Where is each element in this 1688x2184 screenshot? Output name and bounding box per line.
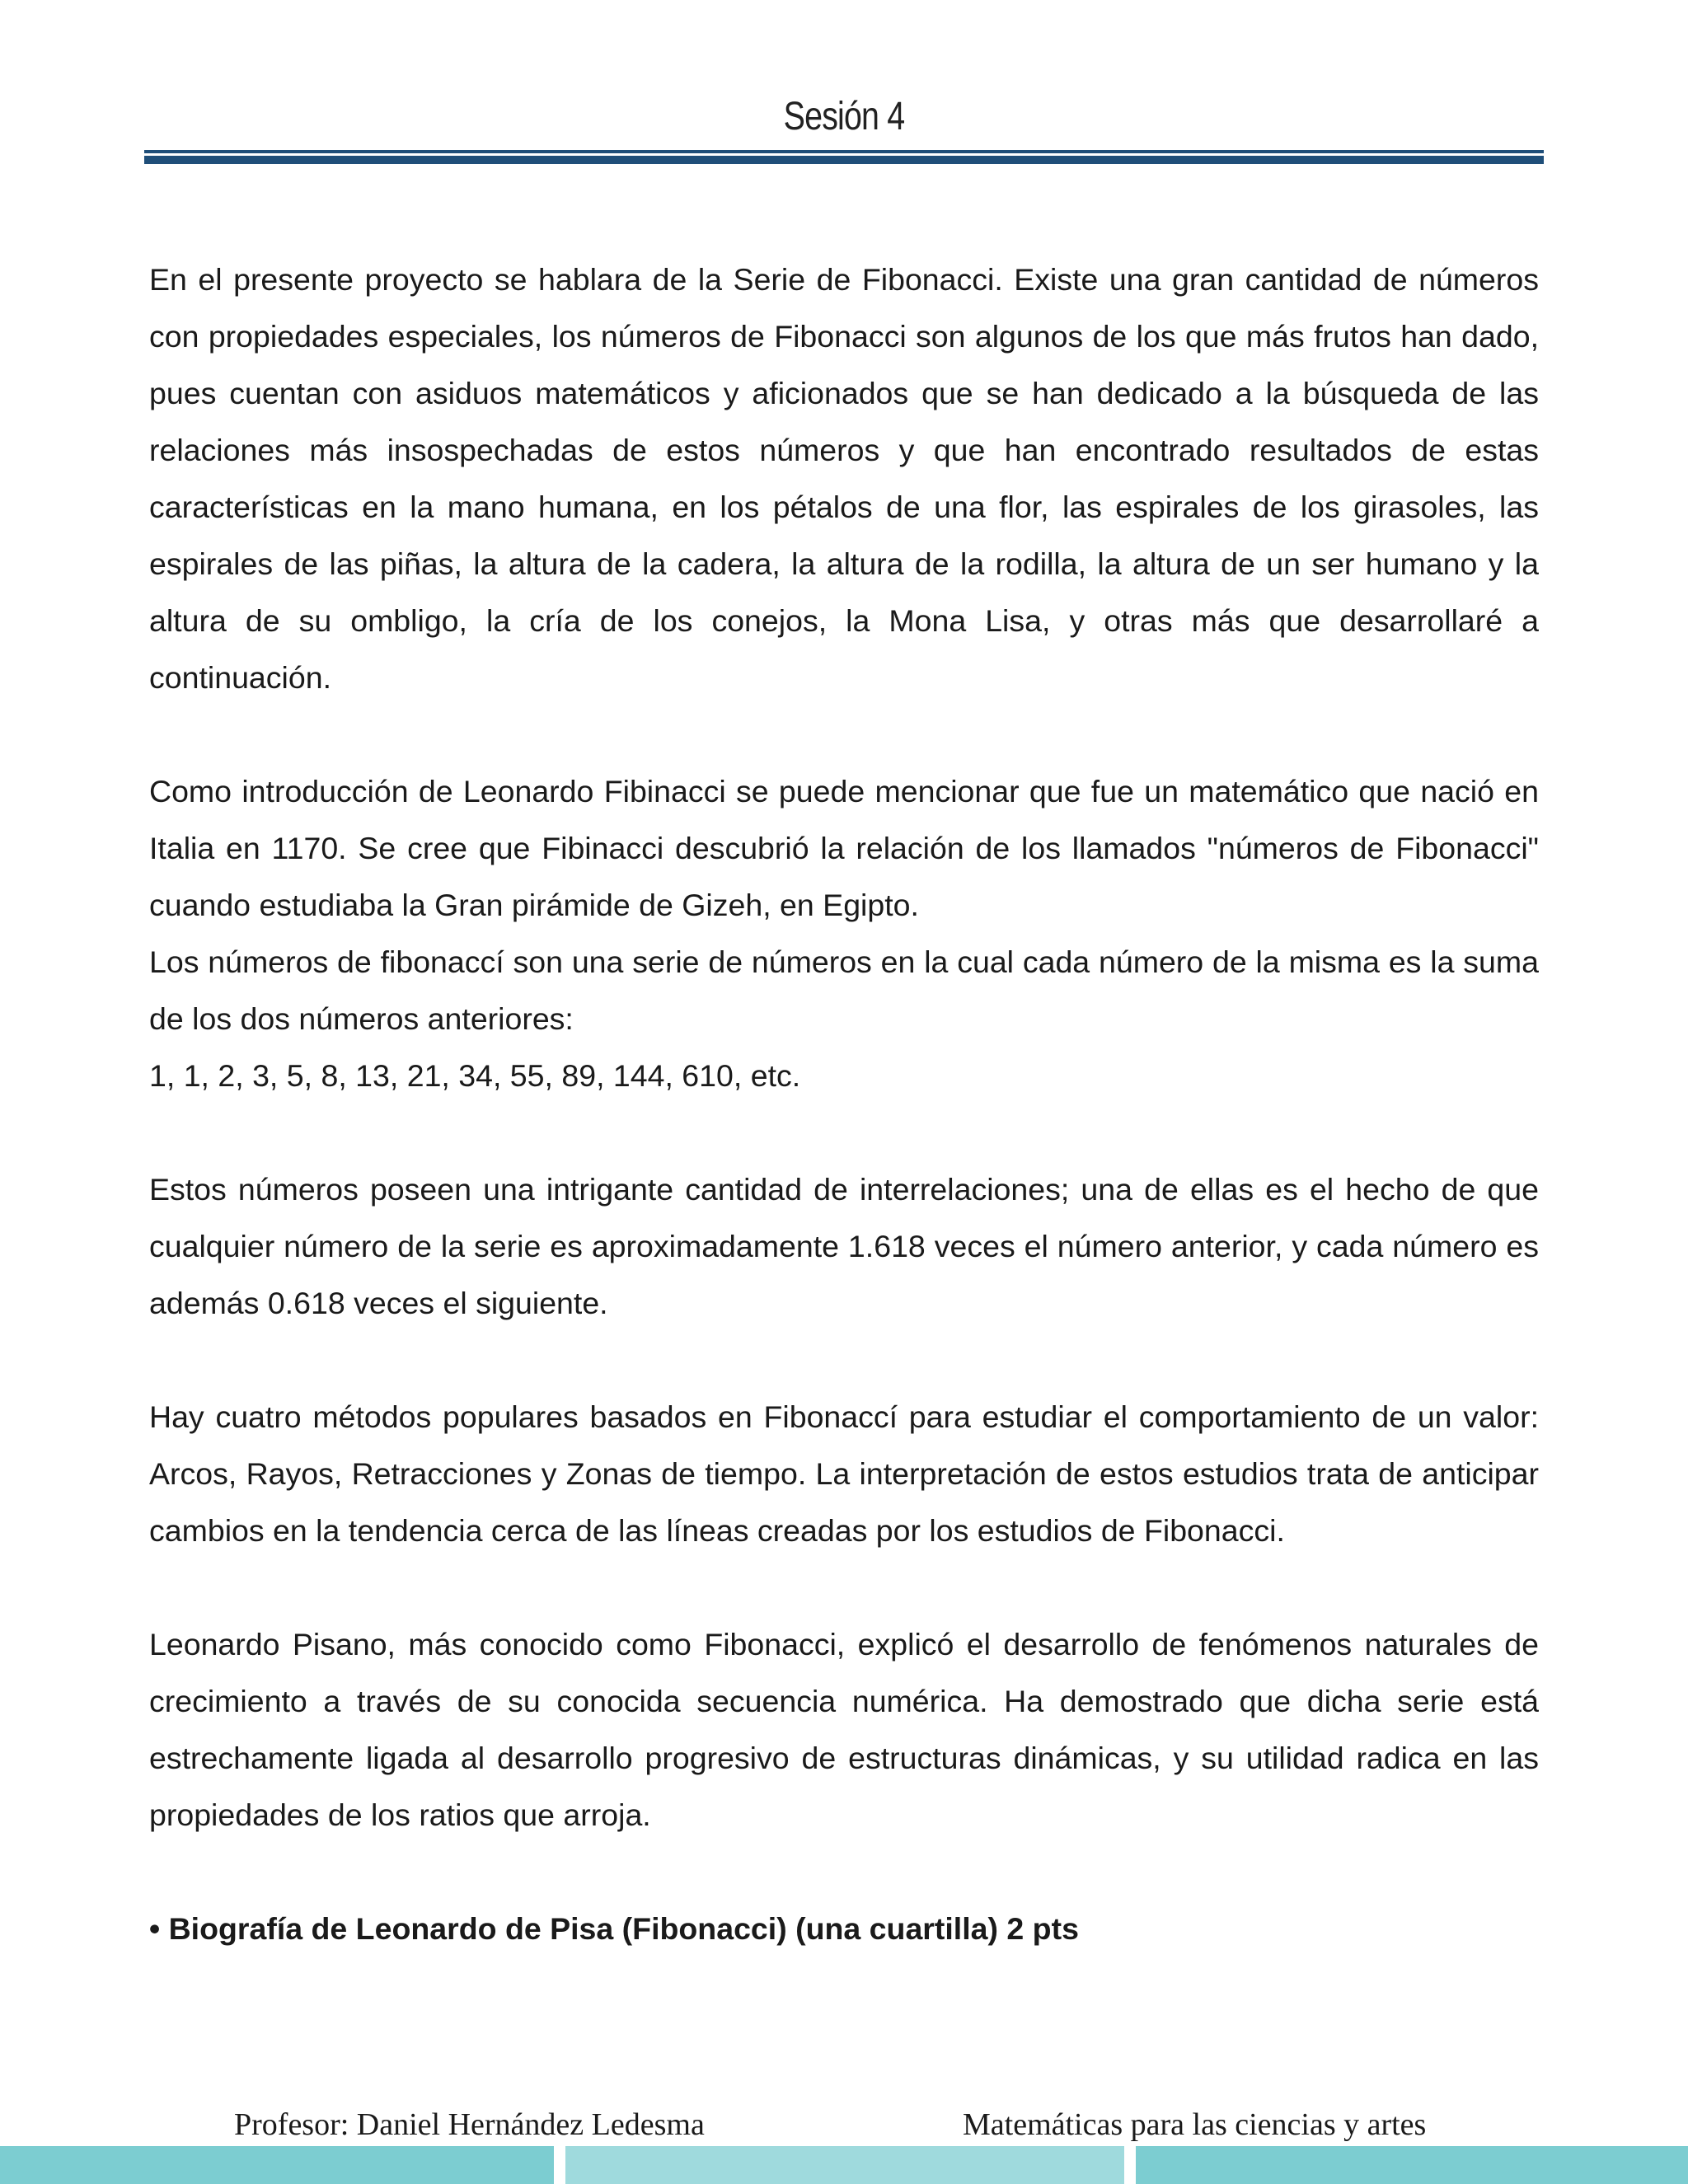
- footer-bar-left: [0, 2146, 554, 2184]
- task-item: [149, 1900, 1539, 1957]
- footer-course: Matemáticas para las ciencias y artes: [963, 2107, 1427, 2142]
- header-rule-thick: [144, 156, 1544, 164]
- paragraph-spacer: [149, 1559, 1539, 1616]
- page-header: [144, 92, 1544, 168]
- paragraph-golden-ratio: Estos números poseen una intrigante cantidad de interrelaciones; una de ellas es el hecho de que cualquier número de la serie es aproximadamente 1.618 veces el número anterior, y cada número es además 0.618 veces el siguiente.: [149, 1172, 1539, 1320]
- header-rule: [144, 150, 1544, 153]
- paragraph-fibonacci-methods: Hay cuatro métodos populares basados en Fibonaccí para estudiar el comportamiento de un valor: Arcos, Rayos, Retracciones y Zonas de tiempo. La interpretación de estos estudios trata de anticipar cambios en la tendencia cerca de las líneas creadas por los estudios de Fibonacci.: [149, 1399, 1539, 1548]
- paragraph-series-definition: Los números de fibonaccí son una serie de números en la cual cada número de la misma es la suma de los dos números anteriores:: [149, 944, 1539, 1036]
- paragraph-spacer: [149, 1332, 1539, 1389]
- footer-professor: Profesor: Daniel Hernández Ledesma: [234, 2107, 705, 2142]
- paragraph-spacer: [149, 1844, 1539, 1900]
- document-body: [149, 251, 1539, 1957]
- paragraph-introduction: En el presente proyecto se hablara de la Serie de Fibonacci. Existe una gran cantidad de números con propiedades especiales, los números de Fibonacci son algunos de los que más frutos han dado, pues cuentan con asiduos matemáticos y aficionados que se han dedicado a la búsqueda de las relaciones más insospechadas de estos números y que han encontrado resultados de estas características en la mano humana, en los pétalos de una flor, las espirales de los girasoles, las espirales de las piñas, la altura de la cadera, la altura de la rodilla, la altura de un ser humano y la altura de su ombligo, la cría de los conejos, la Mona Lisa, y otras más que desarrollaré a continuación.: [149, 262, 1539, 695]
- task-text: Biografía de Leonardo de Pisa (Fibonacci) (una cuartilla) 2 pts: [168, 1911, 1079, 1946]
- footer-bar-right: [1136, 2146, 1688, 2184]
- paragraph-leonardo-pisano: Leonardo Pisano, más conocido como Fibonacci, explicó el desarrollo de fenómenos naturales de crecimiento a través de su conocida secuencia numérica. Ha demostrado que dicha serie está estrechamente ligada al desarrollo progresivo de estructuras dinámicas, y su utilidad radica en las propiedades de los ratios que arroja.: [149, 1627, 1539, 1832]
- paragraph-spacer: [149, 706, 1539, 763]
- paragraph-spacer: [149, 1104, 1539, 1161]
- bullet-icon: •: [149, 1911, 161, 1946]
- paragraph-fibonacci-origin: Como introducción de Leonardo Fibinacci se puede mencionar que fue un matemático que nació en Italia en 1170. Se cree que Fibinacci descubrió la relación de los llamados "números de Fibonacci" cuando estudiaba la Gran pirámide de Gizeh, en Egipto.: [149, 774, 1539, 922]
- fibonacci-sequence: 1, 1, 2, 3, 5, 8, 13, 21, 34, 55, 89, 144, 610, etc.: [149, 1058, 801, 1093]
- footer-bar-middle: [565, 2146, 1124, 2184]
- session-title: Sesión 4: [783, 95, 905, 138]
